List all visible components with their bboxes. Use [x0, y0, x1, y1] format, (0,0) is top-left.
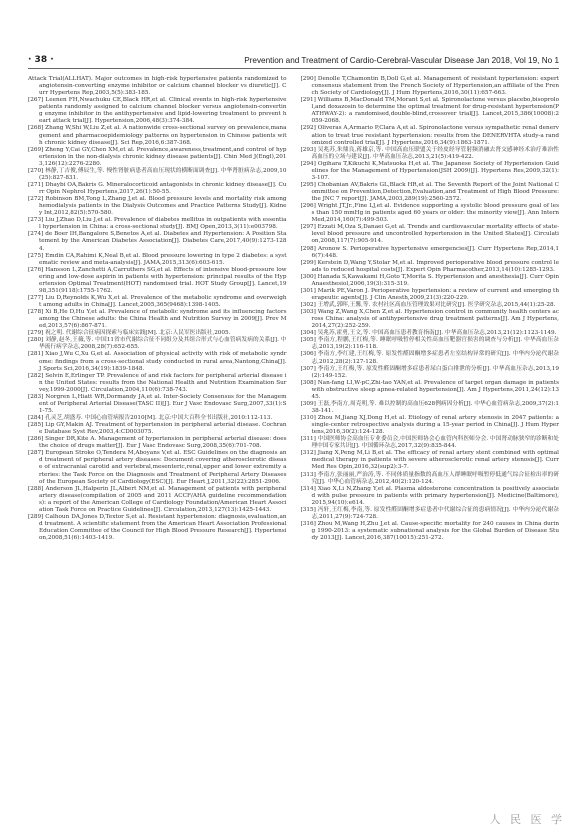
- reference-entry: [293] 吴兆苏,朱鼎良,蒋雄京,等. 中国高血压联盟关于经皮经导管射频消融去肾交感神经术治疗难治性高血压的立场与建议[J]. 中华高血压杂志,2013,21(5):419-422.: [300, 146, 559, 160]
- reference-entry: [316] Zhou M,Wang H,Zhu J,et al. Cause-specific mortality for 240 causes in China during 1990-2013: a systematic subnational analysis for the Global Burden of Disease Study 2013[J]. Lancet,2016,387(10015):251-272.: [300, 520, 559, 542]
- reference-entry: [279] 祝之明. 代谢综合征病因探索与临床实践[M]. 北京:人民军医出版社,2005.: [28, 330, 231, 337]
- reference-entry: [287] European Stroke O,Tendera M,Aboyans V,et al. ESC Guidelines on the diagnosis and treatment of peripheral artery diseases: Document covering atherosclerotic disease of extracranial carotid and vertebral,mesenteric,renal,upper and lower extremity arteries: the Task Force on the Diagnosis and Treatment of Peripheral Artery Diseases of the European Society of Cardiology(ESC)[J]. Eur Heart J,2011,32(22):2851-2906.: [28, 450, 287, 485]
- reference-entry: [278] Xi B,He D,Hu Y,et al. Prevalence of metabolic syndrome and its influencing factors among the Chinese adults: the China Health and Nutrition Survey in 2009[J]. Prev Med,2013,57(6):867-871.: [28, 309, 287, 330]
- left-column: [28, 76, 287, 816]
- reference-entry: [311] 中国医师协会高血压专业委员会,中国医师协会心血管内科医师分会. 中国肾动脉狭窄的诊断和处理中国专家共识[J]. 中国循环杂志,2017,32(9):835-844.: [300, 436, 559, 450]
- reference-entry: [303] Wang Z,Wang X,Chen Z,et al. Hypertension control in community health centers across China: analysis of antihypertensive drug treatment patterns[J]. Am J Hypertens,2014,27(2):252-259.: [300, 309, 559, 330]
- reference-entry: [292] Oliveras A,Armario P,Clara A,et al. Spironolactone versus sympathetic renal denervation to treat true resistant hypertension: results from the DENERVHTA study-a randomized controlled trial[J]. J Hypertens,2016,34(9):1863-1871.: [300, 125, 559, 146]
- reference-entry: [270] 林静,丁吉俊,傅辰生,等. 慢性肾脏病患者高血压现状的横断面调查[J]. 中华肾脏病杂志,2009,10(25):827-831.: [28, 167, 287, 181]
- reference-entry: [273] Liu J,Zhao D,Liu J,et al. Prevalence of diabetes mellitus in outpatients with essential hypertension in China: a cross-sectional study[J]. BMJ Open,2013,3(11):e003798.: [28, 217, 287, 231]
- reference-entry: [282] Selvin E,Erlinger TP. Prevalence of and risk factors for peripheral arterial disease in the United States: results from the National Health and Nutrition Examination Survey,1999-2000[J]. Circulation,2004,110(6):738-743.: [28, 372, 287, 393]
- reference-entry: [269] Zheng Y,Cai GY,Chen XM,et al. Prevalence,awareness,treatment,and control of hypertension in the non-dialysis chronic kidney disease patients[J]. Chin Med J(Engl),2013,126(12):2276-2280.: [28, 146, 287, 167]
- reference-entry: [308] Nan-fang LI,W-pC,Zhi-tao YAN,et al. Prevalence of target organ damage in patients with obstructive sleep apnea-related hypertension[J]. Am J Hypertens,2011,24(12):1345.: [300, 379, 559, 400]
- reference-entry: [288] Anderson JL,Halperin JL,Albert NM,et al. Management of patients with peripheral artery disease(compilation of 2005 and 2011 ACCF/AHA guideline recommendations): a report of the American College of Cardiology Foundation/American Heart Association Task Force on Practice Guidelines[J]. Circulation,2013,127(13):1425-1443.: [28, 485, 287, 513]
- watermark-logo: 人 民 医 学: [489, 813, 565, 826]
- reference-entry: [291] Williams B,MacDonald TM,Morant S,et al. Spironolactone versus placebo,bisoprolol,and doxazosin to determine the optimal treatment for drug-resistant hypertension(PATHWAY-2): a randomised,double-blind,crossover trial[J]. Lancet,2015,386(10008):2059-2068.: [300, 97, 559, 125]
- reference-entry: [302] 王增武,郭晖,王馨,等. 农村社区高血压管理效果对比研究[J]. 医学研究杂志,2015,44(1):25-28.: [300, 302, 556, 308]
- reference-entry: [274] de Boer IH,Bangalore S,Benetos A,et al. Diabetes and Hypertension: A Position Statement by the American Diabetes Association[J]. Diabetes Care,2017,40(9):1273-1284.: [28, 231, 287, 252]
- header-rule: [28, 68, 559, 69]
- reference-entry: [301] Marik PE,Varon J. Perioperative hypertension: a review of current and emerging therapeutic agents[J]. J Clin Anesth,2009,21(3):220-229.: [300, 287, 559, 301]
- reference-entry: [299] Kerstein D,Wang Y,Stolar M,et al. Improved perioperative blood pressure control leads to reduced hospital costs[J]. Expert Opin Pharmacother,2013,14(10):1285-1293.: [300, 259, 559, 273]
- reference-entry: [272] Robinson BM,Tong L,Zhang J,et al. Blood pressure levels and mortality risk among hemodialysis patients in the Dialysis Outcomes and Practice Patterns Study[J]. Kidney Int,2012,82(5):570-580.: [28, 196, 287, 217]
- reference-entry: [275] Emdin CA,Rahimi K,Neal B,et al. Blood pressure lowering in type 2 diabetes: a systematic review and meta-analysis[J]. JAMA,2015,313(6):603-615.: [28, 252, 287, 266]
- journal-info: Prevention and Treatment of Cardio-Cerebral-Vascular Disease Jan 2018, Vol 19, No 1: [244, 55, 559, 65]
- page-number: · 38 ·: [28, 55, 54, 65]
- reference-entry: [267] Leenen FH,Nwachuku CE,Black HR,et al. Clinical events in high-risk hypertensive patients randomly assigned to calcium channel blocker versus angiotensin-converting enzyme inhibitor in the antihypertensive and lipid-lowering treatment to prevent heart attack trial[J]. Hypertension,2006,48(3):374-384.: [28, 97, 287, 125]
- reference-entry: [305] 李南方,程鹏,王红梅,等. 睡眠呼吸暂停相关性高血压靶器官损害的调查与分析[J]. 中华高血压杂志,2013,19(2):116-118.: [300, 337, 559, 351]
- reference-entry: Attack Trial(ALLHAT). Major outcomes in high-risk hypertensive patients randomized to angiotensin-converting enzyme inhibitor or calcium channel blocker vs diuretic[J]. Curr Hypertens Rep,2003,5(5):383-185.: [28, 76, 287, 97]
- reference-entry: [312] Jiang X,Peng M,Li B,et al. The efficacy of renal artery stent combined with optimal medical therapy in patients with severe atherosclerotic renal artery stenosis[J]. Curr Med Res Opin,2016,32(sup2):3-7.: [300, 450, 559, 471]
- reference-entry: [310] Zhou M,Jiang XJ,Dong H,et al. Etiology of renal artery stenosis in 2047 patients: a single-center retrospective analysis during a 15-year period in China[J]. J Hum Hypertens,2016,30(2):124-128.: [300, 415, 559, 436]
- reference-entry: [304] 吴兆苏,霍勇,王文,等. 中国高血压患者教育指南[J]. 中华高血压杂志,2013,21(12):1123-1149.: [300, 330, 557, 337]
- reference-entry: [286] Singer DR,Kite A. Management of hypertension in peripheral arterial disease: does the choice of drugs matter[J]. Eur J Vasc Endovasc Surg,2008,35(6):701-708.: [28, 436, 287, 450]
- reference-entry: [295] Chobanian AV,Bakris GL,Black HR,et al. The Seventh Report of the Joint National Committee on Prevention,Detection,Evaluation,and Treatment of High Blood Pressure: the JNC 7 report[J]. JAMA,2003,289(19):2560-2572.: [300, 181, 559, 203]
- reference-entry: [280] 刘静,赵冬,王薇,等. 中国11省市代谢综合征不同组分及其组合形式与心血管病发病的关系[J]. 中华流行病学杂志,2008,28(7):652-655.: [28, 337, 287, 351]
- reference-entry: [271] Dhaybi OA,Bakris G. Mineralocorticoid antagonists in chronic kidney disease[J]. Curr Opin Nephrol Hypertens,2017,26(1):50-55.: [28, 181, 287, 195]
- reference-entry: [306] 李南方,李红建,王红梅,等. 原发性醛固酮增多症患者左室结构异常的研究[J]. 中华内分泌代谢杂志,2012,28(2):127-128.: [300, 351, 559, 365]
- reference-entry: [300] Hanada S,Kawakami H,Goto T,Morita S. Hypertension and anesthesia[J]. Curr Opin Anaesthesiol,2006,19(3):315-319.: [300, 273, 559, 287]
- references-body: [28, 76, 559, 816]
- reference-entry: [294] Ogihara T,Kikuchi K,Matsuoka H,et al. The Japanese Society of Hypertension Guidelines for the Management of Hypertension(JSH 2009)[J]. Hypertens Res,2009,32(1):3-107.: [300, 160, 559, 181]
- reference-entry: [276] Hansson L,Zanchetti A,Carruthers SG,et al. Effects of intensive blood-pressure lowering and low-dose aspirin in patients with hypertension: principal results of the Hypertension Optimal Treatment(HOT) randomised trial. HOT Study Group[J]. Lancet,1998,351(9118):1755-1762.: [28, 266, 287, 294]
- reference-entry: [277] Liu D,Reynolds K,Wu X,et al. Prevalence of the metabolic syndrome and overweight among adults in China[J]. Lancet,2005,365(9468):1398-1405.: [28, 294, 287, 308]
- reference-entry: [268] Zhang W,Shi W,Liu Z,et al. A nationwide cross-sectional survey on prevalence,management and pharmacoepidemiology patterns on hypertension in Chinese patients with chronic kidney disease[J]. Sci Rep,2016,6:387-368.: [28, 125, 287, 146]
- right-column: [301, 76, 560, 816]
- reference-entry: [297] Ezzati M,Oza S,Danaei G,et al. Trends and cardiovascular mortality effects of state-level blood pressure and uncontrolled hypertension in the United States[J]. Circulation,2008,117(7):905-914.: [300, 224, 559, 245]
- reference-entry: [281] Xiao J,Wu C,Xu G,et al. Association of physical activity with risk of metabolic syndrome: findings from a cross-sectional study conducted in rural area,Nantong,China[J]. J Sports Sci,2016,34(19):1839-1848.: [28, 351, 287, 372]
- reference-entry: [285] Lip GY,Makin AJ. Treatment of hypertension in peripheral arterial disease. Cochrane Database Syst Rev,2003,4:CD003075.: [28, 422, 287, 436]
- reference-entry: [284] 孔灵芝,胡盛寿. 中国心血管病报告2010[M]. 北京:中国大百科全书出版社,2010:112-113.: [28, 415, 273, 421]
- reference-entry: [289] Calhoun DA,Jones D,Textor S,et al. Resistant hypertension: diagnosis,evaluation,and treatment. A scientific statement from the American Heart Association Professional Education Committee of the Council for High Blood Pressure Research[J]. Hypertension,2008,51(6):1403-1419.: [28, 513, 287, 542]
- reference-entry: [298] Aronow S. Perioperative hypertensive emergencies[J]. Curr Hypertens Rep,2014,16(7):448.: [300, 245, 559, 259]
- reference-entry: [283] Norgren L,Hiatt WR,Dormandy JA,et al. Inter-Society Consensus for the Management of Peripheral Arterial Disease(TASC II)[J]. Eur J Vasc Endovasc Surg,2007,33(1):S1-75.: [28, 393, 287, 414]
- running-header: [28, 54, 559, 66]
- reference-entry: [290] Denolle T,Chamontin B,Doll G,et al. Management of resistant hypertension: expert consensus statement from the French Society of Hypertension,an affiliate of the French Society of Cardiology[J]. J Hum Hypertens,2016,30(11):657-663.: [300, 76, 559, 97]
- reference-entry: [296] Wright JT,Jr.,Fine LJ,et al. Evidence supporting a systolic blood pressure goal of less than 150 mmHg in patients aged 60 years or older: the minority view[J]. Ann Intern Med,2014,160(7):499-503.: [300, 203, 559, 224]
- reference-entry: [307] 李南方,王红梅,等. 原发性醛固酮增多症患者尿白蛋白排泄的分析[J]. 中华高血压杂志,2013,19(2):149-152.: [300, 365, 559, 379]
- reference-entry: [314] Xiao X,Li N,Zhang Y,et al. Plasma aldosterone concentration is positively associated with pulse pressure in patients with primary hypertension[J]. Medicine(Baltimore),2015,94(10):e614.: [300, 485, 559, 506]
- reference-entry: [313] 李南方,张丽丽,严治涛,等. 不同体质量指数的高血压人群睡眠呼吸暂停低通气综合征检出率的研究[J]. 中华心血管病杂志,2012,40(2):120-124.: [300, 471, 559, 485]
- reference-entry: [315] 冯轩,王红梅,李南,等. 原发性醛固酮增多症患者中代谢综合征的患病情况[J]. 中华内分泌代谢杂志,2011,27(9):724-728.: [300, 506, 559, 520]
- reference-entry: [309] 王磊,李南方,周克明,等. 难以控制的高血压628例病因分析[J]. 中华心血管病杂志,2009,37(2):138-141.: [300, 400, 559, 414]
